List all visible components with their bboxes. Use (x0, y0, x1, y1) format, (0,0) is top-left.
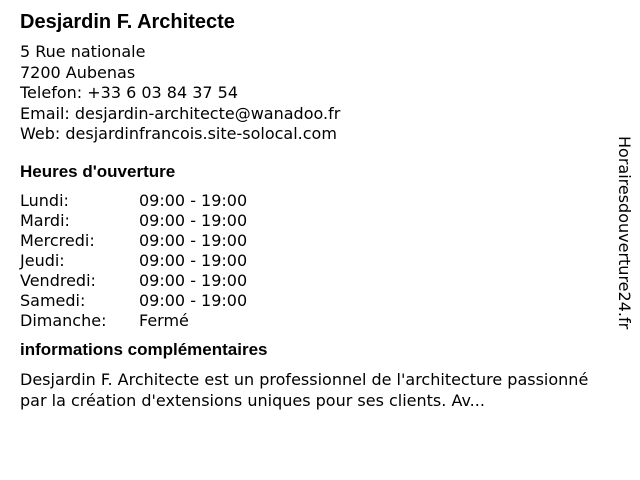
day-label: Dimanche: (20, 310, 107, 330)
phone-line: Telefon: +33 6 03 84 37 54 (20, 83, 239, 102)
day-label: Mercredi: (20, 230, 95, 250)
day-hours: 09:00 - 19:00 (139, 230, 248, 250)
additional-info-heading: informations complémentaires (20, 339, 268, 359)
hours-row-wednesday (20, 231, 247, 251)
city-address: 7200 Aubenas (20, 62, 136, 82)
day-hours: 09:00 - 19:00 (139, 290, 248, 310)
hours-row-friday (20, 271, 247, 291)
day-label: Jeudi: (20, 250, 65, 270)
email-line: Email: desjardin-architecte@wanadoo.fr (20, 103, 341, 123)
day-label: Lundi: (20, 190, 69, 210)
business-card (20, 10, 605, 411)
hours-row-thursday (20, 251, 247, 271)
day-hours: 09:00 - 19:00 (139, 210, 248, 230)
day-label: Samedi: (20, 290, 86, 310)
hours-row-sunday (20, 311, 247, 331)
day-hours: Fermé (139, 310, 189, 330)
business-name: Desjardin F. Architecte (20, 11, 235, 33)
day-hours: 09:00 - 19:00 (139, 250, 248, 270)
business-description: Desjardin F. Architecte est un professionnel de l'architecture passionné par la création d'extensions uniques pour ses clients. Av... (20, 369, 589, 410)
street-address: 5 Rue nationale (20, 42, 146, 61)
opening-hours-table (20, 191, 247, 331)
hours-row-saturday (20, 291, 247, 311)
hours-row-monday (20, 191, 247, 211)
contact-block (20, 42, 605, 145)
day-label: Mardi: (20, 210, 70, 230)
day-hours: 09:00 - 19:00 (139, 270, 248, 290)
website-line: Web: desjardinfrancois.site-solocal.com (20, 124, 337, 143)
day-label: Vendredi: (20, 270, 96, 290)
site-brand-label: Horairesdouverture24.fr (615, 136, 634, 330)
hours-row-tuesday (20, 211, 247, 231)
day-hours: 09:00 - 19:00 (139, 190, 248, 210)
opening-hours-heading: Heures d'ouverture (20, 161, 176, 181)
